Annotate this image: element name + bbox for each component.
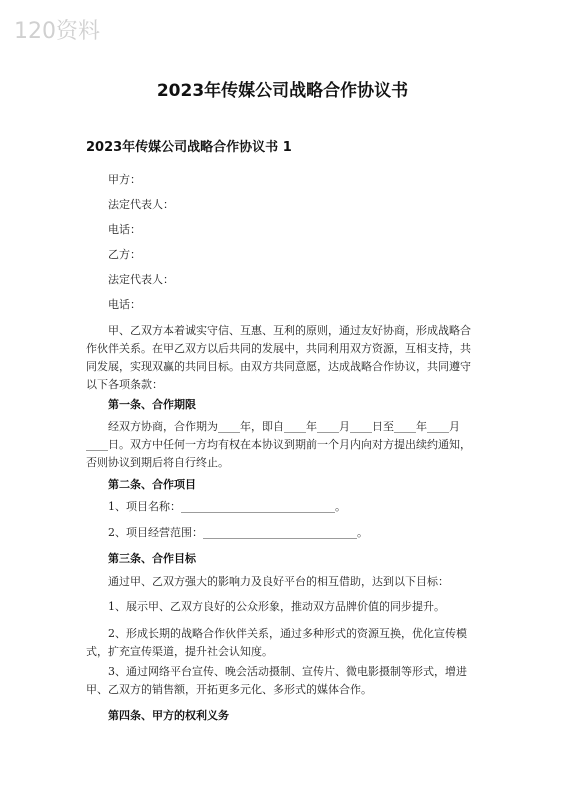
project-scope-line: 2、项目经营范围：____________________________。 [108,526,368,539]
article-1-paragraph: 经双方协商，合作期为____年，即自____年____月____日至____年____月____日。双方中任何一方均有权在本协议到期前一个月内向对方提出续约通知，否则协议到期后将自行终止。 [86,420,471,469]
article-3-item-2: 2、形成长期的战略合作伙伴关系，通过多种形式的资源互换，优化宣传模式，扩充宣传渠道，提升社会认知度。 [86,627,467,658]
article-4-heading: 第四条、甲方的权利义务 [108,709,229,722]
article-3-item-3: 3、通过网络平台宣传、晚会活动摄制、宣传片、微电影摄制等形式，增进甲、乙双方的销售额，开拓更多元化、多形式的媒体合作。 [86,665,467,696]
party-a-label: 甲方： [108,173,141,186]
article-3-heading: 第三条、合作目标 [108,552,196,565]
article-3-intro: 通过甲、乙双方强大的影响力及良好平台的相互借助，达到以下目标： [108,575,449,588]
project-name-line: 1、项目名称：____________________________。 [108,500,346,513]
article-1-heading: 第一条、合作期限 [108,398,196,411]
party-a-phone: 电话： [108,223,141,236]
watermark-logo: 120资料 [14,19,100,44]
section-subtitle: 2023年传媒公司战略合作协议书 1 [86,140,292,155]
intro-paragraph: 甲、乙双方本着诚实守信、互惠、互利的原则，通过友好协商，形成战略合作伙伴关系。在甲乙双方以后共同的发展中，共同利用双方资源，互相支持，共同发展，实现双赢的共同目标。由双方共同意愿，达成战略合作协议，共同遵守以下各项条款： [86,324,471,391]
party-b-representative: 法定代表人： [108,273,174,286]
party-b-label: 乙方： [108,248,141,261]
article-3-item-1: 1、展示甲、乙双方良好的公众形象，推动双方品牌价值的同步提升。 [108,600,445,613]
party-b-phone: 电话： [108,298,141,311]
party-a-representative: 法定代表人： [108,198,174,211]
document-title: 2023年传媒公司战略合作协议书 [156,81,409,101]
article-2-heading: 第二条、合作项目 [108,478,196,491]
